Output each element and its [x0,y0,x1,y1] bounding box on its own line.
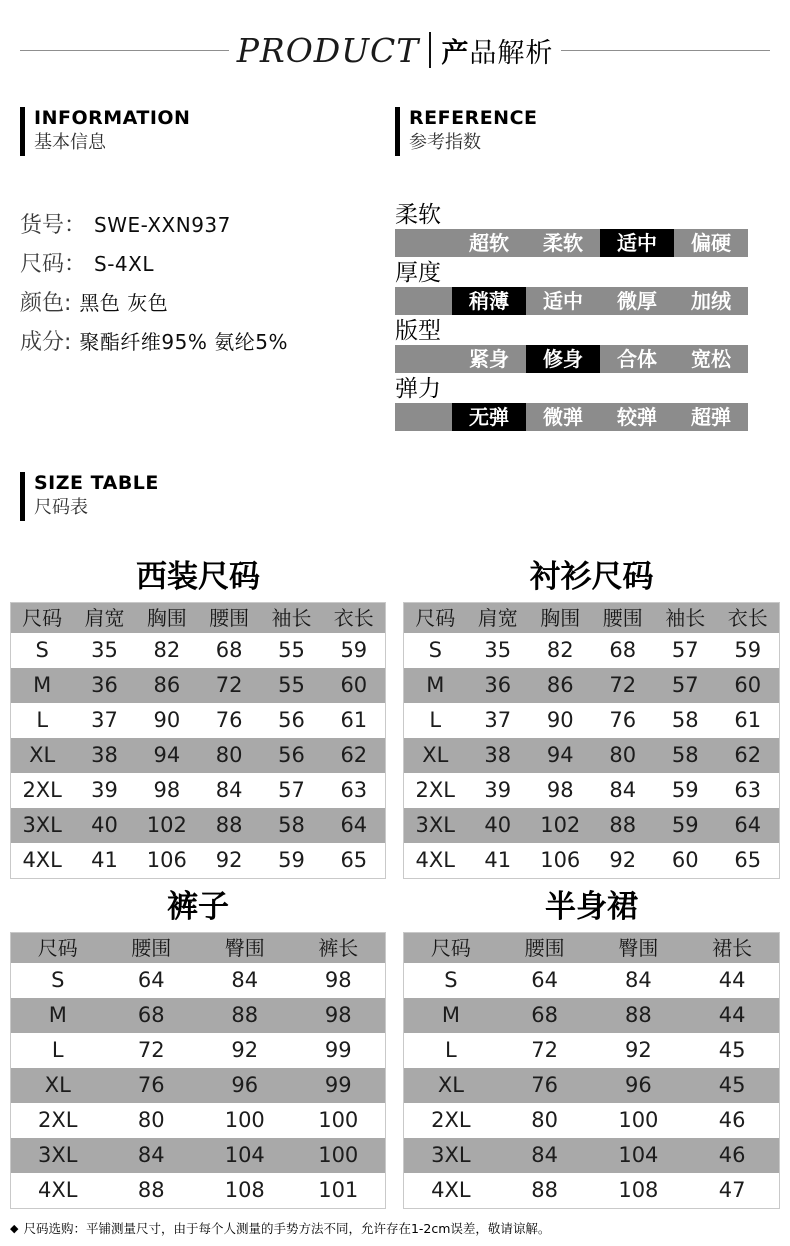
column-header: 衣长 [333,606,374,630]
reference-heading-en: REFERENCE [409,107,538,129]
banner-divider [429,32,431,68]
scale-option: 加绒 [691,289,731,313]
table-cell: 57 [671,638,699,662]
table-cell: 72 [609,673,637,697]
table-cell: 57 [671,673,699,697]
table-header-row [11,933,385,963]
table-cell: 102 [540,813,581,837]
info-label: 尺码： [20,252,87,277]
table-cell: 92 [609,848,637,872]
table-row [404,738,779,773]
table-cell: 96 [625,1073,652,1097]
table-cell: 65 [734,848,762,872]
attribute-scale-groups [395,202,748,431]
column-header: 臀围 [224,936,265,960]
attribute-scale-bar [395,345,748,373]
basic-info-section [20,107,382,364]
table-cell: XL [422,743,449,767]
column-header: 肩宽 [84,606,125,630]
column-header: 袖长 [271,606,312,630]
info-label: 成分: [20,330,72,355]
table-cell: 61 [734,708,762,732]
scale-option: 偏硬 [691,231,731,255]
scale-option-selected: 无弹 [452,403,526,431]
scale-option: 超弹 [691,405,731,429]
attribute-scale-bar [395,287,748,315]
table-cell: 88 [531,1178,558,1202]
table-cell: 4XL [38,1178,78,1202]
table-cell: 63 [340,778,368,802]
table-cell: 46 [718,1143,746,1167]
table-cell: 40 [484,813,512,837]
banner-right-rule [561,50,770,51]
info-value: 聚酯纤维95% 氨纶5% [79,330,288,354]
reference-heading-cn: 参考指数 [409,132,481,153]
column-header: 裙长 [712,936,753,960]
table-row [11,843,385,878]
table-cell: 72 [531,1038,558,1062]
table-cell: 2XL [431,1108,471,1132]
table-cell: 4XL [415,848,455,872]
table-cell: 99 [324,1038,352,1062]
banner-title-en: PRODUCT [236,30,420,70]
table-cell: 59 [734,638,762,662]
table-cell: 100 [318,1143,359,1167]
size-table-heading [20,472,159,521]
reference-section-heading [395,107,748,156]
size-table-suit [10,556,386,879]
table-cell: 90 [546,708,574,732]
table-cell: XL [44,1073,71,1097]
attribute-label: 版型 [395,318,441,344]
table-row [11,808,385,843]
table-cell: 88 [215,813,243,837]
table-cell: 60 [340,673,368,697]
scale-option: 紧身 [469,347,509,371]
table-cell: 47 [718,1178,746,1202]
table-cell: 80 [137,1108,165,1132]
table-cell: 3XL [415,813,455,837]
table-cell: 96 [231,1073,259,1097]
table-cell: 56 [278,743,305,767]
scale-lead-segment [395,229,452,257]
table-cell: L [51,1038,64,1062]
attribute-label: 弹力 [395,376,441,402]
table-cell: 44 [718,968,746,992]
column-header: 裤长 [318,936,359,960]
table-cell: 108 [224,1178,265,1202]
table-cell: 62 [734,743,762,767]
table-cell: 59 [671,778,699,802]
table-cell: 59 [340,638,368,662]
table-cell: 4XL [22,848,62,872]
table-title: 衬衫尺码 [529,559,654,595]
table-cell: 104 [224,1143,265,1167]
size-note [10,1219,550,1237]
table-cell: 38 [484,743,512,767]
table-cell: 35 [91,638,118,662]
table-row [11,668,385,703]
table-row [404,1103,779,1138]
info-rows [20,208,382,353]
column-header: 腰围 [209,606,250,630]
table-row [404,998,779,1033]
info-value: S-4XL [94,252,154,276]
table-cell: 68 [137,1003,165,1027]
table-cell: L [429,708,442,732]
table-row [11,998,385,1033]
table-cell: 106 [540,848,581,872]
info-value: SWE-XXN937 [94,213,231,237]
table-cell: 100 [318,1108,359,1132]
table-row [404,773,779,808]
table-cell: 100 [224,1108,265,1132]
table-row [11,703,385,738]
column-header: 腰围 [524,936,565,960]
table-cell: 106 [146,848,187,872]
table-cell: 55 [278,673,305,697]
table-cell: 76 [609,708,637,732]
table-cell: 84 [609,778,637,802]
table-cell: 68 [215,638,243,662]
table-cell: 108 [618,1178,659,1202]
table-cell: 36 [91,673,118,697]
scale-option-selected: 修身 [526,345,600,373]
table-cell: 88 [137,1178,165,1202]
table-cell: 98 [324,968,352,992]
reference-section [395,107,748,434]
table-cell: 45 [718,1073,746,1097]
table-cell: 84 [137,1143,165,1167]
banner-title-cn-bold: 产 [441,37,470,69]
table-cell: 82 [546,638,574,662]
table-cell: 92 [231,1038,259,1062]
table-cell: 58 [671,743,699,767]
table-cell: 65 [340,848,368,872]
column-header: 腰围 [602,606,643,630]
table-cell: 80 [609,743,637,767]
size-table-heading-cn: 尺码表 [34,497,88,518]
size-table [10,602,386,879]
table-header-row [11,603,385,633]
table-row [404,808,779,843]
table-cell: 37 [484,708,512,732]
table-cell: S [51,968,65,992]
table-row [404,843,779,878]
table-cell: 60 [671,848,699,872]
table-cell: 41 [91,848,118,872]
scale-lead-segment [395,403,452,431]
table-cell: XL [29,743,56,767]
table-cell: 86 [153,673,181,697]
banner-title-cn-rest: 品解析 [469,37,554,69]
size-note-text: 尺码选购：平铺测量尺寸，由于每个人测量的手势方法不同，允许存在1-2cm误差，敬请谅解。 [23,1221,551,1236]
info-section-heading [20,107,382,156]
table-cell: 98 [324,1003,352,1027]
table-row [404,1033,779,1068]
banner-title [237,31,554,70]
table-cell: 80 [215,743,243,767]
table-cell: 3XL [431,1143,471,1167]
table-cell: 101 [318,1178,359,1202]
table-cell: 3XL [38,1143,78,1167]
size-table [10,932,386,1209]
table-cell: 35 [484,638,512,662]
scale-option-selected: 适中 [600,229,674,257]
table-cell: 2XL [415,778,455,802]
table-cell: 84 [231,968,259,992]
table-cell: 64 [137,968,165,992]
table-cell: 38 [91,743,118,767]
size-table-pants [10,886,386,1209]
table-cell: XL [437,1073,464,1097]
column-header: 袖长 [665,606,706,630]
table-cell: L [445,1038,457,1062]
scale-option: 微厚 [617,289,657,313]
table-cell: 3XL [22,813,62,837]
info-heading-cn: 基本信息 [34,132,106,153]
info-row [20,208,382,236]
page-banner [0,24,790,76]
scale-option: 较弹 [617,405,657,429]
size-table [403,602,780,879]
table-cell: 88 [625,1003,652,1027]
table-cell: 98 [153,778,181,802]
table-cell: 76 [137,1073,165,1097]
table-cell: 86 [546,673,574,697]
column-header: 尺码 [37,936,78,960]
table-cell: 2XL [22,778,62,802]
table-cell: 59 [278,848,305,872]
table-cell: S [35,638,49,662]
table-cell: 41 [484,848,512,872]
table-cell: 99 [324,1073,352,1097]
table-row [11,963,385,998]
table-cell: 88 [609,813,637,837]
table-cell: 64 [531,968,558,992]
table-row [11,1033,385,1068]
table-cell: 68 [609,638,637,662]
table-title: 裤子 [167,889,229,925]
table-cell: 72 [215,673,243,697]
info-row [20,247,382,275]
size-table-skirt [403,886,780,1209]
banner-title-cn [441,31,553,70]
table-cell: 4XL [431,1178,471,1202]
table-cell: 46 [718,1108,746,1132]
scale-lead-segment [395,287,452,315]
table-cell: 84 [531,1143,558,1167]
info-label: 货号： [20,213,87,238]
table-cell: 84 [215,778,243,802]
table-cell: 36 [484,673,512,697]
attribute-scale-bar [395,229,748,257]
table-row [11,1103,385,1138]
table-row [404,633,779,668]
table-cell: 80 [531,1108,558,1132]
scale-option: 超软 [469,231,509,255]
table-cell: 55 [278,638,305,662]
table-row [404,1068,779,1103]
table-row [404,703,779,738]
table-cell: 94 [546,743,574,767]
table-cell: S [444,968,458,992]
table-cell: 94 [153,743,181,767]
table-cell: 68 [531,1003,558,1027]
size-table [403,932,780,1209]
banner-left-rule [20,50,229,51]
table-cell: L [36,708,49,732]
table-cell: M [441,1003,460,1027]
table-cell: 88 [231,1003,259,1027]
column-header: 胸围 [146,606,187,630]
info-row [20,325,382,353]
table-cell: 2XL [38,1108,78,1132]
column-header: 腰围 [131,936,172,960]
table-cell: 90 [153,708,181,732]
table-header-row [404,603,779,633]
table-cell: 61 [340,708,368,732]
table-cell: 76 [215,708,243,732]
diamond-bullet-icon: ◆ [10,1221,19,1235]
table-row [11,773,385,808]
info-heading-en: INFORMATION [34,107,191,129]
column-header: 臀围 [618,936,659,960]
table-row [11,1068,385,1103]
table-cell: 56 [278,708,305,732]
table-cell: 62 [340,743,368,767]
table-row [404,668,779,703]
table-cell: 102 [146,813,187,837]
table-cell: 40 [91,813,118,837]
table-cell: 82 [153,638,181,662]
table-cell: 59 [671,813,699,837]
table-row [404,1138,779,1173]
table-title: 半身裙 [545,889,638,925]
table-cell: 98 [546,778,574,802]
table-row [404,963,779,998]
scale-option: 柔软 [543,231,583,255]
scale-option: 宽松 [691,347,731,371]
attribute-label: 柔软 [395,202,441,228]
table-cell: M [426,673,445,697]
table-cell: M [48,1003,67,1027]
table-row [11,1173,385,1208]
scale-option: 微弹 [543,405,583,429]
table-cell: 37 [91,708,118,732]
scale-option-selected: 稍薄 [452,287,526,315]
size-table-heading-en: SIZE TABLE [34,472,159,494]
table-cell: 44 [718,1003,746,1027]
table-cell: 45 [718,1038,746,1062]
size-table-shirt [403,556,780,879]
table-title: 西装尺码 [136,559,260,595]
table-cell: M [33,673,52,697]
table-row [11,633,385,668]
info-label: 颜色: [20,291,72,316]
column-header: 尺码 [22,606,63,630]
column-header: 肩宽 [477,606,518,630]
table-cell: 76 [531,1073,558,1097]
column-header: 尺码 [415,606,456,630]
table-cell: 58 [278,813,305,837]
scale-option: 适中 [543,289,583,313]
table-cell: 39 [91,778,118,802]
info-value: 黑色 灰色 [79,291,169,315]
table-cell: 104 [618,1143,659,1167]
scale-option: 合体 [617,347,657,371]
table-cell: 100 [618,1108,659,1132]
table-cell: 60 [734,673,762,697]
table-header-row [404,933,779,963]
table-cell: 64 [734,813,762,837]
attribute-scale-bar [395,403,748,431]
table-cell: 63 [734,778,762,802]
table-cell: 72 [137,1038,165,1062]
attribute-label: 厚度 [395,260,441,286]
table-cell: 92 [215,848,243,872]
table-cell: S [428,638,442,662]
table-row [404,1173,779,1208]
table-row [11,1138,385,1173]
table-cell: 39 [484,778,512,802]
table-cell: 84 [625,968,652,992]
column-header: 尺码 [430,936,471,960]
table-cell: 57 [278,778,305,802]
table-row [11,738,385,773]
table-cell: 58 [671,708,699,732]
column-header: 胸围 [540,606,581,630]
table-cell: 92 [625,1038,652,1062]
table-cell: 64 [340,813,368,837]
column-header: 衣长 [727,606,768,630]
scale-lead-segment [395,345,452,373]
info-row [20,286,382,314]
